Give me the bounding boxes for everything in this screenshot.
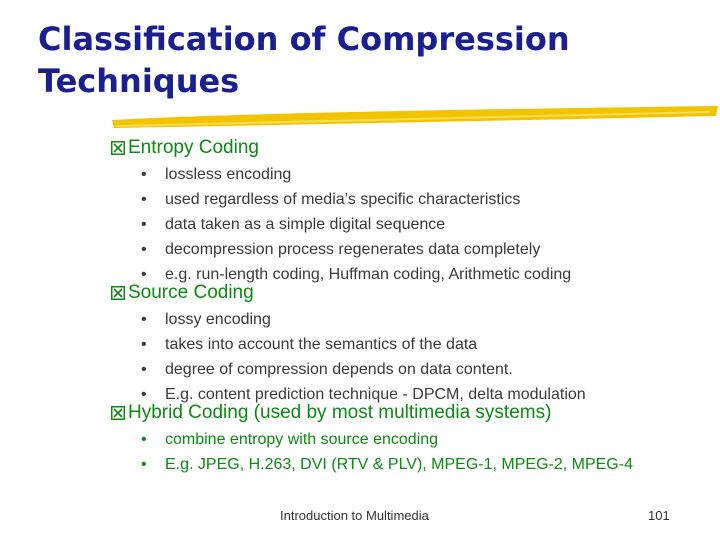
- list-item: • e.g. run-length coding, Huffman coding, Arithmetic coding: [141, 266, 572, 283]
- page-number: 101: [648, 508, 670, 523]
- section-heading: [111, 136, 571, 160]
- list-item: • E.g. content prediction technique - DPCM, delta modulation: [141, 386, 586, 403]
- list-item: • E.g. JPEG, H.263, DVI (RTV & PLV), MPEG-1, MPEG-2, MPEG-4: [141, 456, 633, 473]
- section-entropy-coding: [111, 136, 571, 287]
- list-item: • lossless encoding: [141, 166, 292, 183]
- section-hybrid-coding: [111, 401, 633, 477]
- bullet-list: [141, 162, 571, 287]
- list-item: • data taken as a simple digital sequence: [141, 216, 446, 233]
- section-heading-text: Hybrid Coding (used by most multimedia systems): [128, 402, 552, 423]
- list-item: • degree of compression depends on data content.: [141, 361, 513, 378]
- footer-title: Introduction to Multimedia: [280, 508, 429, 523]
- section-source-coding: [111, 281, 586, 407]
- title-line-1: Classification of Compression: [38, 20, 570, 58]
- list-item: • used regardless of media’s specific characteristics: [141, 191, 521, 208]
- list-item: • combine entropy with source encoding: [141, 431, 439, 448]
- section-heading-text: Entropy Coding: [128, 137, 259, 158]
- x-box-icon: [111, 406, 125, 420]
- section-heading-text: Source Coding: [128, 282, 254, 303]
- bullet-list: [141, 427, 633, 477]
- list-item: • takes into account the semantics of the data: [141, 336, 478, 353]
- list-item: • lossy encoding: [141, 311, 271, 328]
- slide-title: [38, 18, 698, 102]
- bullet-list: [141, 307, 586, 407]
- x-box-icon: [111, 286, 125, 300]
- x-box-icon: [111, 141, 125, 155]
- title-underline-brushstroke: [110, 100, 720, 130]
- section-heading: [111, 281, 586, 305]
- list-item: • decompression process regenerates data completely: [141, 241, 541, 258]
- title-line-2: Techniques: [38, 62, 240, 100]
- section-heading: [111, 401, 633, 425]
